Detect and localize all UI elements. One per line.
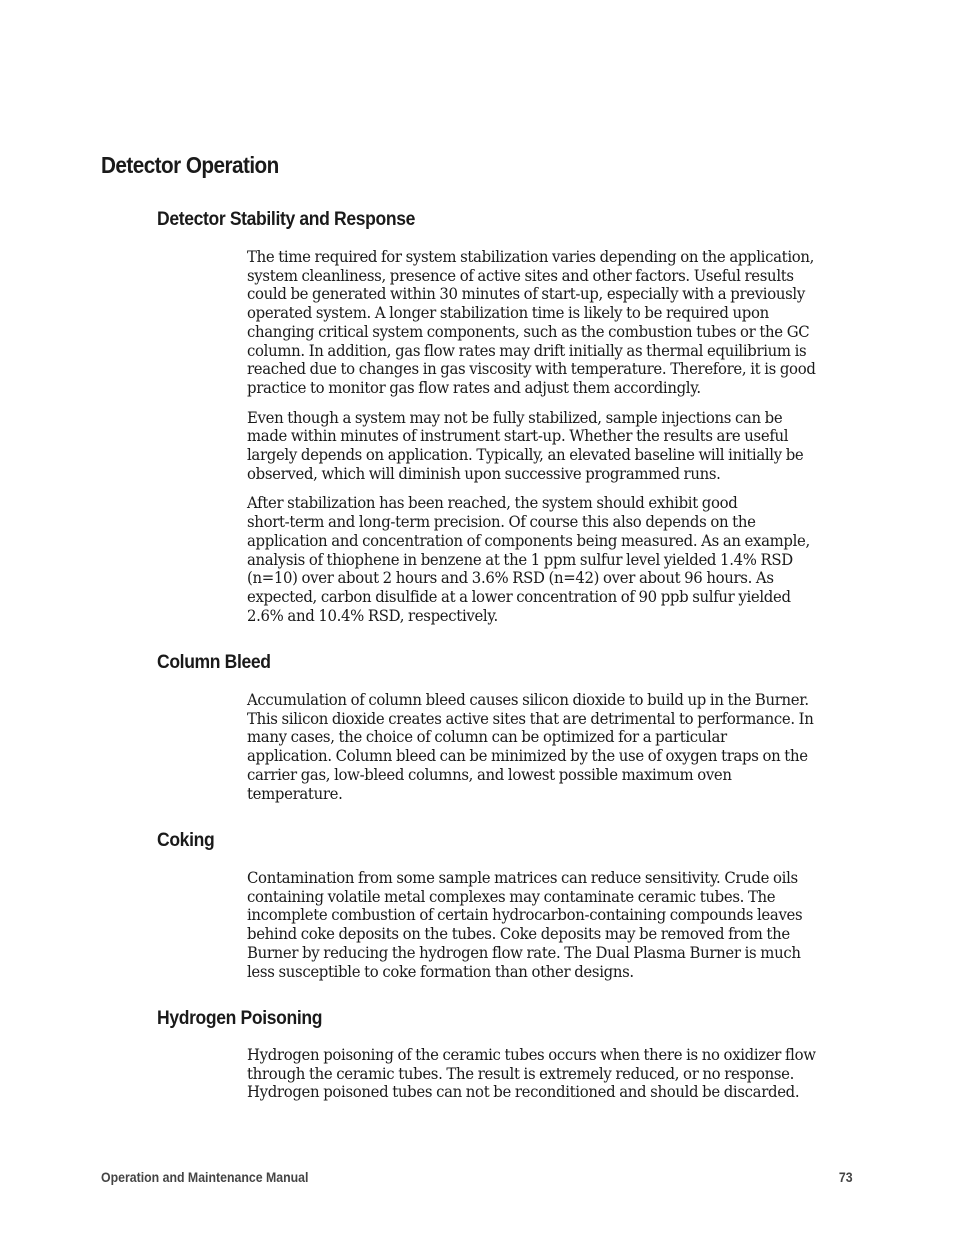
paragraph: Contamination from some sample matrices can reduce sensitivity. Crude oils containing volatile metal complexes may contaminate ceramic tubes. The incomplete combustion of certain hydrocarbon-containing compounds leaves behind coke deposits on the tubes. Coke deposits may be removed from the Burner by reducing the hydrogen flow rate. The Dual Plasma Burner is much less susceptible to coke formation than other designs.: [247, 869, 803, 981]
section-heading: Column Bleed: [157, 651, 271, 673]
footer-page-number: 73: [839, 1169, 853, 1185]
paragraph: After stabilization has been reached, the system should exhibit good short-term and long-term precision. Of course this also depends on the application and concentration of components being measured. As an example, analysis of thiophene in benzene at the 1 ppm sulfur level yielded 1.4% RSD (n=10) over about 2 hours and 3.6% RSD (n=42) over about 96 hours. As expected, carbon disulfide at a lower concentration of 90 ppb sulfur yielded 2.6% and 10.4% RSD, respectively.: [247, 494, 810, 625]
paragraph: Accumulation of column bleed causes silicon dioxide to build up in the Burner. This silicon dioxide creates active sites that are detrimental to performance. In many cases, the choice of column can be optimized for a particular application. Column bleed can be minimized by the use of oxygen traps on the carrier gas, low-bleed columns, and lowest possible maximum oven temperature.: [247, 691, 814, 803]
section-body: [247, 1046, 857, 1113]
paragraph: Hydrogen poisoning of the ceramic tubes occurs when there is no oxidizer flow through the ceramic tubes. The result is extremely reduced, or no response. Hydrogen poisoned tubes can not be reconditioned and should be discarded.: [247, 1046, 816, 1102]
section-heading: Detector Stability and Response: [157, 208, 416, 230]
footer-manual-title: Operation and Maintenance Manual: [101, 1169, 309, 1185]
section-heading: Hydrogen Poisoning: [157, 1007, 323, 1029]
paragraph: The time required for system stabilization varies depending on the application, system cleanliness, presence of active sites and other factors. Useful results could be generated within 30 minutes of start-up, especially with a previously operated system. A longer stabilization time is likely to be required upon changing critical system components, such as the combustion tubes or the GC column. In addition, gas flow rates may drift initially as thermal equilibrium is reached due to changes in gas viscosity with temperature. Therefore, it is good practice to monitor gas flow rates and adjust them accordingly.: [247, 248, 816, 397]
section-body: [247, 248, 857, 636]
section-heading: Coking: [157, 829, 215, 851]
section-body: [247, 691, 857, 814]
section-body: [247, 869, 857, 992]
page-title: Detector Operation: [101, 152, 279, 178]
paragraph: Even though a system may not be fully stabilized, sample injections can be made within minutes of instrument start-up. Whether the results are useful largely depends on application. Typically, an elevated baseline will initially be observed, which will diminish upon successive programmed runs.: [247, 408, 804, 483]
